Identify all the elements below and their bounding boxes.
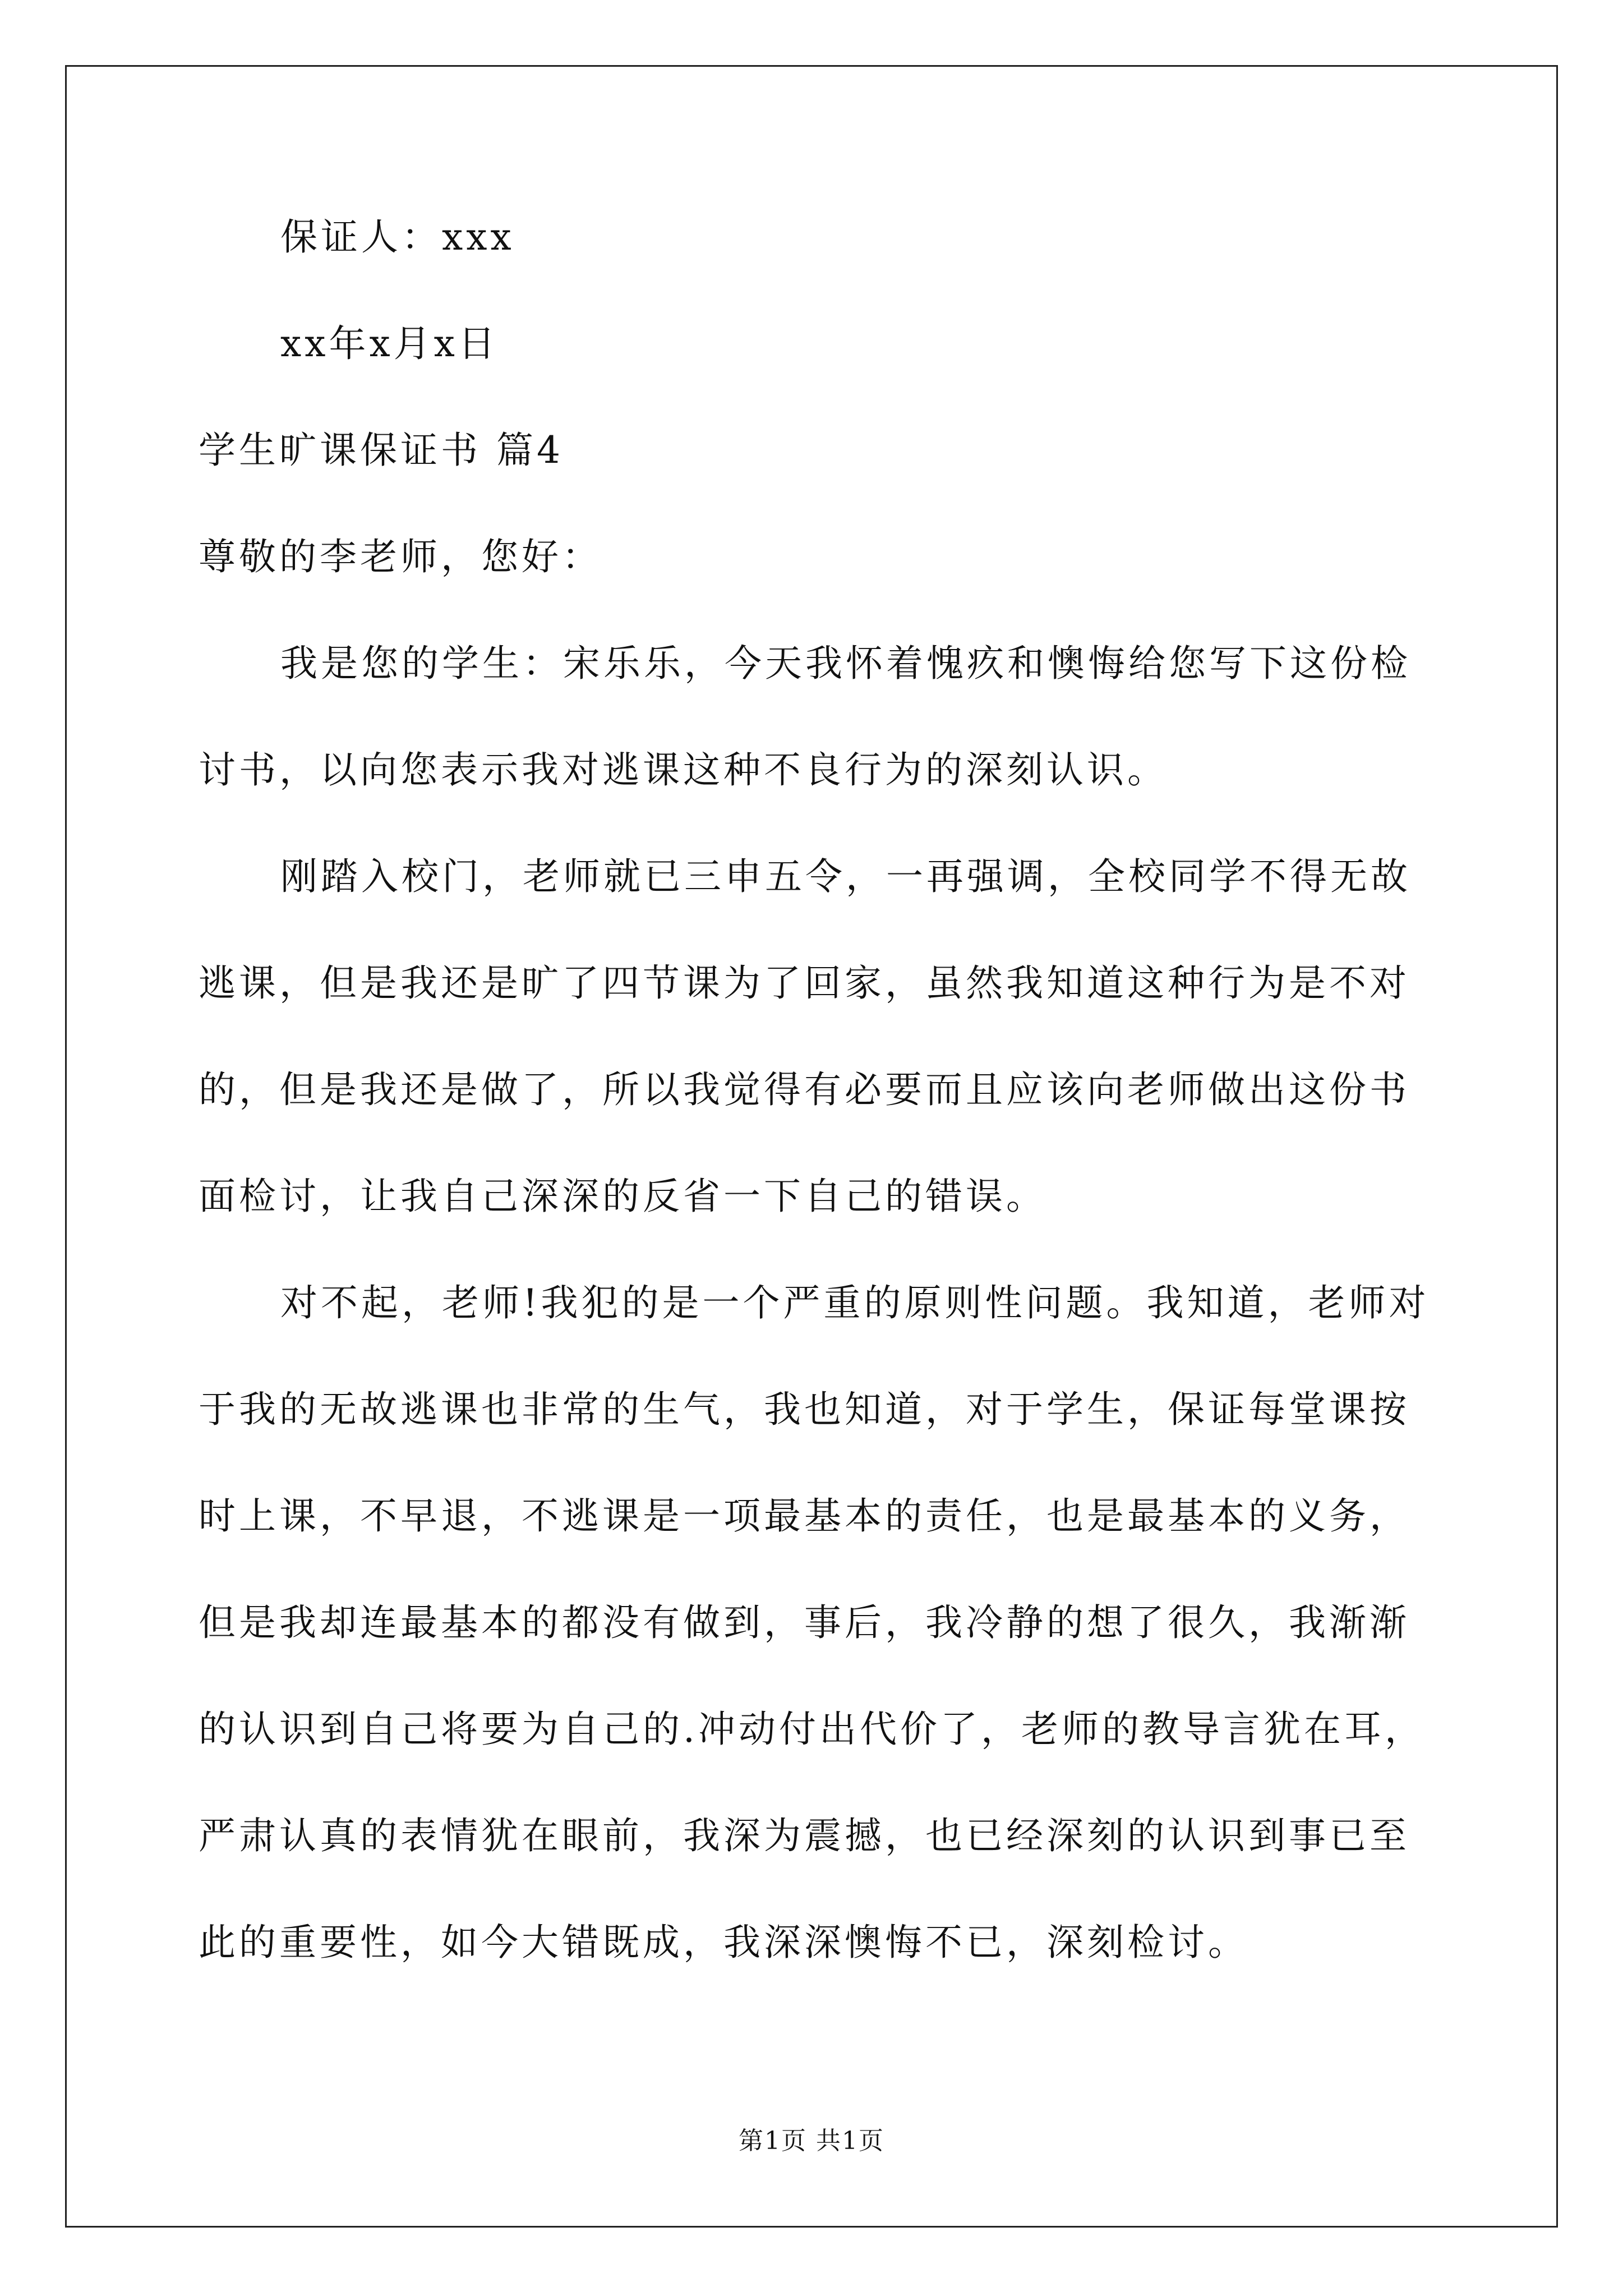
paragraph-line: 的认识到自己将要为自己的.冲动付出代价了，老师的教导言犹在耳， xyxy=(199,1708,1425,1751)
page-number: 第1页 共1页 xyxy=(739,2127,884,2155)
paragraph-line: 的，但是我还是做了，所以我觉得有必要而且应该向老师做出这份书 xyxy=(199,1068,1410,1111)
section-title: 学生旷课保证书 篇4 xyxy=(199,429,564,472)
date-line: xx年x月x日 xyxy=(280,322,499,365)
paragraph-line: 对不起，老师!我犯的是一个严重的原则性问题。我知道，老师对 xyxy=(280,1281,1430,1324)
paragraph-line: 我是您的学生：宋乐乐，今天我怀着愧疚和懊悔给您写下这份检 xyxy=(280,642,1411,685)
paragraph-line: 讨书，以向您表示我对逃课这种不良行为的深刻认识。 xyxy=(199,748,1168,792)
paragraph-line: 此的重要性，如今大错既成，我深深懊悔不已，深刻检讨。 xyxy=(199,1921,1248,1964)
paragraph-line: 严肃认真的表情犹在眼前，我深为震撼，也已经深刻的认识到事已至 xyxy=(199,1814,1410,1857)
paragraph-line: 于我的无故逃课也非常的生气，我也知道，对于学生，保证每堂课按 xyxy=(199,1388,1410,1431)
paragraph-line: 逃课，但是我还是旷了四节课为了回家，虽然我知道这种行为是不对 xyxy=(199,961,1410,1005)
paragraph-line: 但是我却连最基本的都没有做到，事后，我冷静的想了很久，我渐渐 xyxy=(199,1601,1410,1644)
paragraph-line: 时上课，不早退，不逃课是一项最基本的责任，也是最基本的义务， xyxy=(199,1494,1410,1538)
document-body xyxy=(199,215,1432,2031)
salutation: 尊敬的李老师，您好： xyxy=(199,535,602,578)
paragraph-line: 刚踏入校门，老师就已三申五令，一再强调，全校同学不得无故 xyxy=(280,855,1411,898)
paragraph-line: 面检讨，让我自己深深的反省一下自己的错误。 xyxy=(199,1175,1046,1218)
guarantor-line: 保证人：xxx xyxy=(280,215,515,259)
